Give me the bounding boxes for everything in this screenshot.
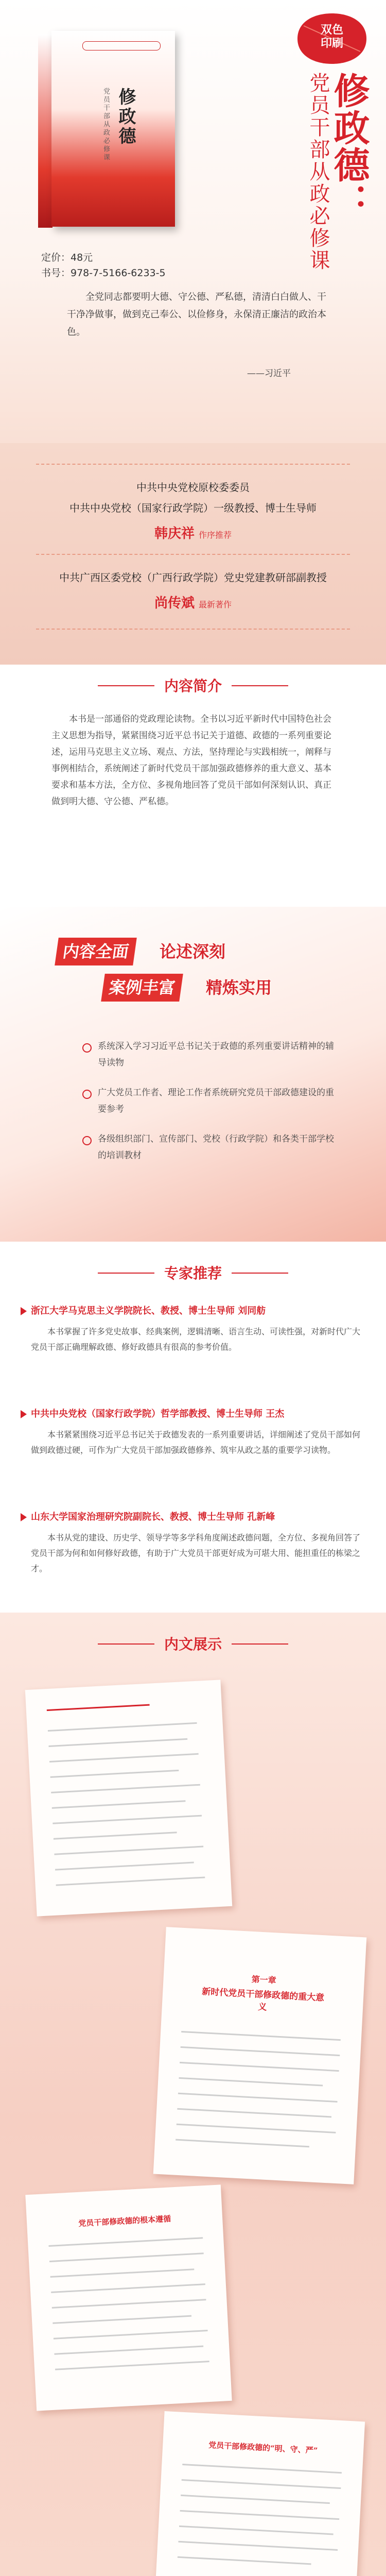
chapter2-title: 党员干部修政德的根本遵循 <box>78 2214 171 2228</box>
recommender-2-title: 中共中央党校（国家行政学院）哲学部教授、博士生导师 王杰 <box>31 1409 285 1419</box>
badge-line1: 双色 <box>320 23 343 37</box>
preview-page-chapter3 <box>155 2411 365 2576</box>
text-line <box>54 1846 203 1855</box>
divider <box>36 629 350 630</box>
divider <box>36 464 350 465</box>
book-front <box>51 31 175 227</box>
book-cover <box>31 31 185 242</box>
text-line <box>50 1770 179 1778</box>
bullet-icon <box>82 1136 92 1145</box>
features-section <box>0 907 386 1242</box>
text-line <box>50 2268 195 2278</box>
author1-name-block <box>0 523 386 542</box>
book-cover-title: 修政德 <box>115 88 136 146</box>
hero-section <box>0 0 386 443</box>
recommender-1-title: 浙江大学马克思主义学院院长、教授、博士生导师 刘同舫 <box>31 1306 266 1316</box>
text-line <box>179 2077 323 2087</box>
feature-bullet-3: 各级组织部门、宣传部门、党校（行政学院）和各类干部学校的培训教材 <box>98 1134 334 1161</box>
triangle-icon <box>21 1410 27 1418</box>
triangle-icon <box>21 1307 27 1315</box>
text-line <box>181 2495 330 2504</box>
text-line <box>180 2510 340 2520</box>
text-line <box>55 1862 194 1871</box>
text-line <box>179 2526 334 2535</box>
preview-page-contents <box>25 1680 233 1916</box>
recommend-1-text: 本书掌握了许多党史故事、经典案例，逻辑清晰、语言生动、可读性强，对新时代广大党员干部正确理解政德、修好政德具有很高的参考价值。 <box>31 1327 361 1352</box>
price-label: 定价：48元 <box>41 252 93 263</box>
preview-section <box>0 1613 386 2576</box>
book-cover-subtitle: 党员干部从政必修课 <box>102 88 110 162</box>
triangle-icon <box>21 1513 27 1521</box>
quote-text: 全党同志都要明大德、守公德、严私德，清清白白做人、干干净净做事，做到克己奉公、以俭修身，永保清正廉洁的政治本色。 <box>67 292 326 337</box>
recommender-2 <box>21 1406 371 1420</box>
preview-page-chapter1 <box>153 1927 367 2184</box>
chapter1-title: 新时代党员干部修政德的重大意义 <box>201 1986 325 2013</box>
intro-text: 本书是一部通俗的党政理论读物。全书以习近平新时代中国特色社会主义思想为指导，紧紧围绕习近平总书记关于道德、政德的一系列重要论述，运用马克思主义立场、观点、方法，坚持理论与实践相统一，阐释与事例相结合，系统阐述了新时代党员干部加强政德修养的重大意义、基本要求和基本方法，全方位、多视角地回答了党员干部如何深刻认识、真正做到明大德、守公德、严私德。 <box>51 714 331 807</box>
recommend-2-text: 本书紧紧围绕习近平总书记关于政德发表的一系列重要讲话，详细阐述了党员干部如何做到政德过硬，可作为广大党员干部加强政德修养、筑牢从政之基的重要学习读物。 <box>31 1430 361 1455</box>
recommender-3 <box>21 1510 371 1523</box>
authors-section <box>0 443 386 665</box>
bullet-icon <box>82 1043 92 1053</box>
text-line <box>49 1753 199 1762</box>
text-line <box>56 1876 205 1886</box>
author2-name-block <box>0 592 386 612</box>
author1-title2: 中共中央党校（国家行政学院）一级教授、博士生导师 <box>69 502 317 514</box>
feature-plain-2: 精炼实用 <box>206 978 272 997</box>
feature-tag-2: 案例丰富 <box>101 974 183 1002</box>
text-line <box>178 2093 338 2103</box>
text-line <box>54 2346 203 2355</box>
text-line <box>54 2330 208 2340</box>
price-info <box>41 250 166 281</box>
text-line <box>181 2046 340 2056</box>
author2-role: 最新著作 <box>199 600 232 609</box>
recommender-1 <box>21 1303 371 1317</box>
text-line <box>51 1784 200 1793</box>
text-line <box>182 2479 341 2489</box>
text-line <box>177 2108 331 2118</box>
isbn-label: 书号：978-7-5166-6233-5 <box>41 267 166 279</box>
preview-heading: 内文展示 <box>164 1636 222 1653</box>
text-line <box>55 2361 209 2370</box>
intro-heading: 内容简介 <box>164 677 222 694</box>
text-line <box>47 1704 150 1711</box>
badge-line2: 印刷 <box>320 37 343 50</box>
feature-tag-1: 内容全面 <box>55 938 137 965</box>
text-line <box>177 2124 336 2133</box>
text-line <box>180 2062 339 2072</box>
book-publisher-badge <box>82 41 161 50</box>
author1-name: 韩庆祥 <box>154 526 195 541</box>
text-line <box>52 1815 202 1824</box>
main-title-small: 党员干部从政必修课 <box>306 72 330 272</box>
two-color-print-badge <box>293 10 371 67</box>
main-title-big: 修政德： <box>328 72 371 221</box>
recommend-heading: 专家推荐 <box>164 1265 222 1282</box>
recommend-3-text: 本书从党的建设、历史学、领导学等多学科角度阐述政德问题，全方位、多视角回答了党员干部为何和如何修好政德，有助于广大党员干部更好成为可堪大用、能担重任的栋梁之才。 <box>31 1533 361 1573</box>
text-line <box>181 2031 341 2041</box>
text-line <box>52 1800 186 1809</box>
text-line <box>48 1738 187 1747</box>
author2-name: 尚传斌 <box>154 596 195 611</box>
text-line <box>176 2139 309 2148</box>
text-line <box>52 2299 206 2309</box>
text-line <box>48 1722 197 1732</box>
author1-role: 作序推荐 <box>199 530 232 540</box>
quote-author: ——习近平 <box>247 368 291 379</box>
author2-title: 中共广西区委党校（广西行政学院）党史党建教研部副教授 <box>59 571 327 584</box>
text-line <box>52 2315 191 2324</box>
text-line <box>48 2237 203 2247</box>
feature-plain-1: 论述深刻 <box>160 942 226 961</box>
text-line <box>182 2464 342 2473</box>
feature-bullet-2: 广大党员工作者、理论工作者系统研究党员干部政德建设的重要参考 <box>98 1088 334 1114</box>
text-line <box>54 1832 177 1840</box>
recommender-3-title: 山东大学国家治理研究院副院长、教授、博士生导师 孔新峰 <box>31 1512 275 1522</box>
bullet-icon <box>82 1090 92 1099</box>
text-line <box>51 2283 205 2293</box>
chapter1-label: 第一章 <box>251 1974 277 1986</box>
chapter3-title: 党员干部修政德的“明、守、严” <box>208 2440 318 2455</box>
book-spine <box>38 34 52 228</box>
text-line <box>49 2252 204 2262</box>
feature-bullet-1: 系统深入学习习近平总书记关于政德的系列重要讲话精神的辅导读物 <box>98 1041 334 1068</box>
text-line <box>178 2556 311 2565</box>
author1-title1: 中共中央党校原校委委员 <box>136 481 250 494</box>
preview-page-chapter2 <box>25 2184 232 2411</box>
divider <box>36 554 350 555</box>
text-line <box>178 2541 338 2551</box>
